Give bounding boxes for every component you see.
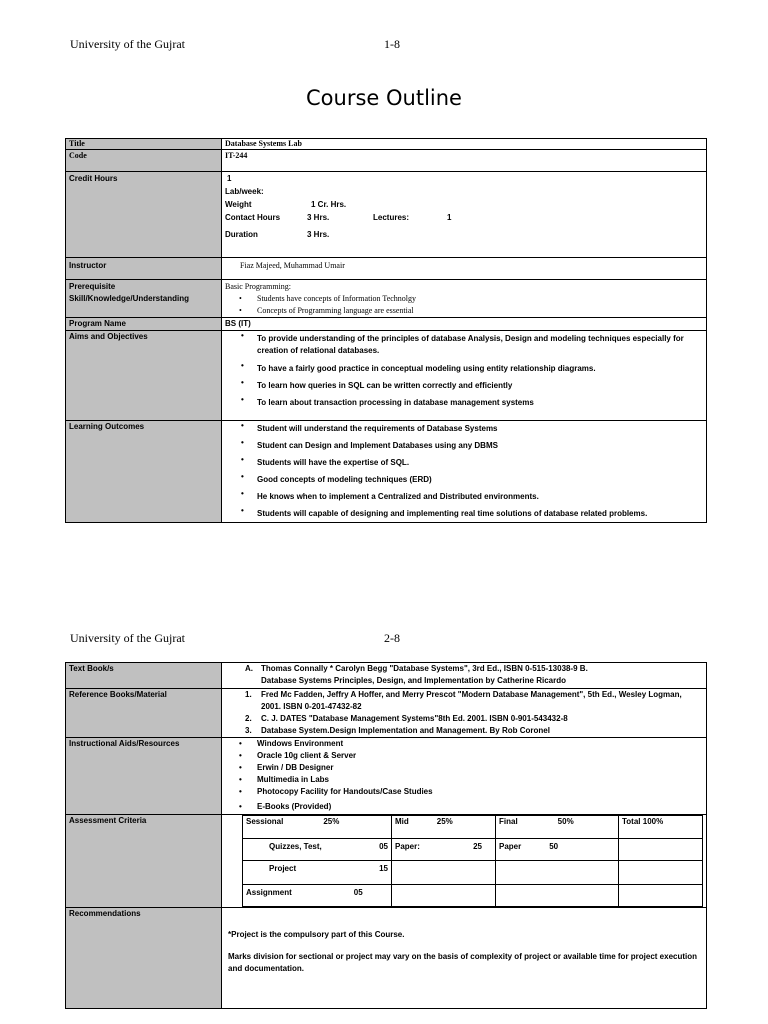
instructional-aids-label: Instructional Aids/Resources — [66, 738, 222, 815]
program-name-value: BS (IT) — [222, 318, 707, 331]
outcome-item: • Student will understand the requirements of Database Systems — [241, 421, 498, 433]
aid-item: • Photocopy Facility for Handouts/Case Studies — [225, 786, 703, 798]
assessment-quizzes: Quizzes, Test, 05 — [243, 839, 392, 861]
assessment-criteria-value — [222, 815, 707, 908]
aims-value — [222, 331, 707, 421]
program-name-label: Program Name — [66, 318, 222, 331]
prerequisite-item: • Students have concepts of Information Technolgy — [225, 293, 703, 305]
instructional-aids-value — [222, 738, 707, 815]
assessment-empty-cell — [619, 839, 703, 861]
recommendation-text: *Project is the compulsory part of this Course. — [228, 930, 405, 939]
outcome-item: • Good concepts of modeling techniques (ERD) — [241, 472, 432, 484]
assessment-total: Total 100% — [619, 816, 703, 839]
page-title: Course Outline — [306, 86, 462, 110]
duration-label: Duration — [225, 230, 258, 239]
prerequisite-intro: Basic Programming: — [225, 282, 291, 291]
prerequisite-item: • Concepts of Programming language are essential — [225, 305, 703, 317]
aims-item: • To learn about transaction processing in database management systems — [241, 395, 534, 407]
page-number: 1-8 — [384, 37, 400, 51]
aid-item: • Oracle 10g client & Server — [225, 750, 703, 762]
lectures-label: Lectures: — [373, 213, 410, 222]
recommendations-label: Recommendations — [66, 908, 222, 1009]
textbook-label: Text Book/s — [66, 663, 222, 689]
aims-item: • To provide understanding of the principles of database Analysis, Design and modeling techniques especially for creation of relational databases. — [241, 331, 684, 355]
assessment-sessional: Sessional 25% — [243, 816, 392, 839]
title-label: Title — [66, 139, 222, 150]
textbook-value — [222, 663, 707, 689]
title-value: Database Systems Lab — [222, 139, 707, 150]
assessment-project: Project 15 — [243, 861, 392, 885]
lab-week-label: Lab/week: — [225, 187, 264, 196]
assessment-empty-cell — [496, 861, 619, 885]
learning-outcomes-label: Learning Outcomes — [66, 421, 222, 523]
prerequisite-value — [222, 280, 707, 318]
assessment-empty-cell — [619, 861, 703, 885]
duration-value: 3 Hrs. — [307, 230, 330, 239]
assessment-empty-cell — [619, 885, 703, 907]
assessment-empty-cell — [392, 861, 496, 885]
aid-item: • E-Books (Provided) — [225, 801, 703, 813]
reference-item: 1. Fred Mc Fadden, Jeffry A Hoffer, and Merry Prescot "Modern Database Management", 5th Ed., Wesley Logman, 2001. ISBN 0-201-47432-82 — [245, 690, 682, 711]
prerequisite-label-line2: Skill/Knowledge/Understanding — [69, 294, 190, 303]
aid-item: • Multimedia in Labs — [225, 774, 703, 786]
course-resources-table — [65, 662, 707, 1009]
aims-item: • To have a fairly good practice in conceptual modeling using entity relationship diagrams. — [241, 361, 596, 373]
reference-item: 3. Database System.Design Implementation and Management. By Rob Coronel — [245, 726, 550, 735]
weight-label: Weight — [225, 200, 252, 209]
assessment-mid-paper: Paper: 25 — [392, 839, 496, 861]
credit-hours-value — [222, 172, 707, 258]
reference-books-label: Reference Books/Material — [66, 689, 222, 738]
university-header: University of the Gujrat — [70, 37, 185, 51]
outcome-item: • He knows when to implement a Centralized and Distributed environments. — [241, 489, 539, 501]
reference-item: 2. C. J. DATES "Database Management Systems"8th Ed. 2001. ISBN 0-901-543432-8 — [245, 714, 568, 723]
contact-hours-label: Contact Hours — [225, 213, 281, 222]
credit-hours-number: 1 — [227, 174, 232, 183]
outcome-item: • Students will capable of designing and implementing real time solutions of database related problems. — [241, 506, 648, 518]
assessment-table — [242, 815, 703, 907]
textbook-item: A. Thomas Connally * Carolyn Begg "Database Systems", 3rd Ed., ISBN 0-515-13038-9 B. — [245, 664, 588, 673]
instructor-label: Instructor — [66, 258, 222, 280]
assessment-criteria-label: Assessment Criteria — [66, 815, 222, 908]
credit-hours-label: Credit Hours — [66, 172, 222, 258]
assessment-empty-cell — [392, 885, 496, 907]
university-header: University of the Gujrat — [70, 631, 185, 645]
instructor-value: Fiaz Majeed, Muhammad Umair — [222, 258, 707, 280]
outcome-item: • Students will have the expertise of SQL. — [241, 455, 410, 467]
assessment-assignment: Assignment 05 — [243, 885, 392, 907]
weight-value: 1 Cr. Hrs. — [311, 200, 347, 209]
course-outline-table — [65, 138, 707, 523]
aims-label: Aims and Objectives — [66, 331, 222, 421]
assessment-final: Final 50% — [496, 816, 619, 839]
code-label: Code — [66, 150, 222, 172]
aid-item: • Erwin / DB Designer — [225, 762, 703, 774]
outcome-item: • Student can Design and Implement Databases using any DBMS — [241, 438, 498, 450]
assessment-mid: Mid 25% — [392, 816, 496, 839]
aims-item: • To learn how queries in SQL can be written correctly and efficiently — [241, 378, 513, 390]
textbook-item-secondary: Database Systems Principles, Design, and Implementation by Catherine Ricardo — [261, 676, 566, 685]
prerequisite-label — [66, 280, 222, 318]
prerequisite-label-line1: Prerequisite — [69, 282, 116, 291]
recommendation-text: Marks division for sectional or project may vary on the basis of complexity of project or available time for project execution and documentation. — [228, 952, 698, 973]
learning-outcomes-value — [222, 421, 707, 523]
aid-item: • Windows Environment — [225, 738, 703, 750]
assessment-final-paper: Paper 50 — [496, 839, 619, 861]
lectures-value: 1 — [447, 213, 452, 222]
contact-hours-value: 3 Hrs. — [307, 213, 330, 222]
reference-books-value — [222, 689, 707, 738]
code-value: IT-244 — [222, 150, 707, 172]
recommendations-value — [222, 908, 707, 1009]
assessment-empty-cell — [496, 885, 619, 907]
page-number: 2-8 — [384, 631, 400, 645]
